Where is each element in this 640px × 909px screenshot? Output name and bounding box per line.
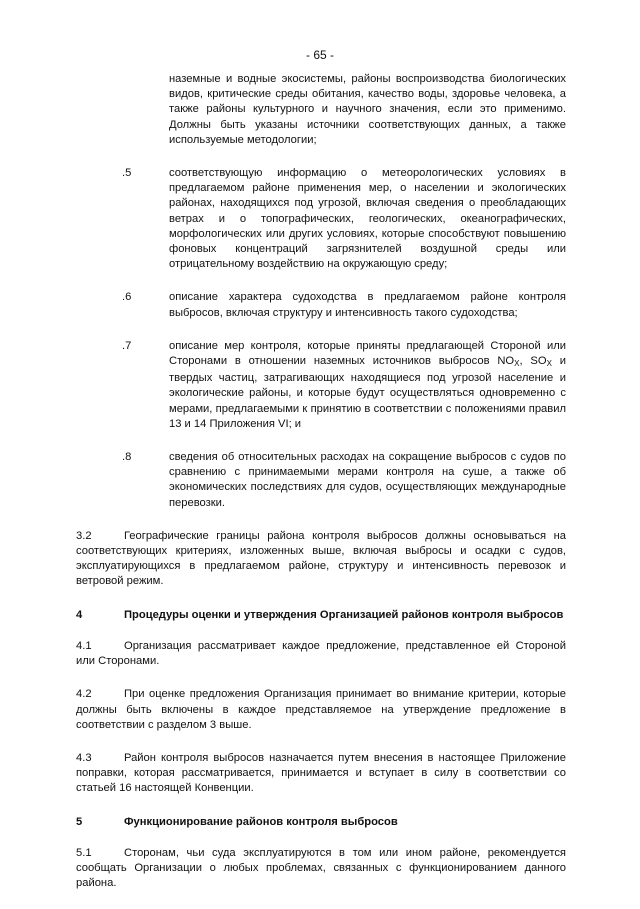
paragraph-number: 5.1	[76, 846, 92, 859]
paragraph-3-2	[76, 529, 566, 590]
list-item-number: .8	[122, 451, 132, 464]
paragraph-text: Географические границы района контроля выбросов должны основываться на соответствующих критериях, изложенных выше, включая выбросы и осадки с судов, эксплуатирующихся в предлагаемом районе, структуру и интенсивность перевозок и ветровой режим.	[76, 529, 566, 588]
list-item-number: .6	[122, 291, 132, 304]
paragraph-text: Организация рассматривает каждое предложение, представленное ей Стороной или Сторонами.	[76, 639, 566, 668]
paragraph-number: 3.2	[76, 529, 92, 542]
paragraph-4-3	[76, 751, 566, 797]
page-content	[76, 72, 566, 909]
section-heading	[76, 815, 566, 830]
list-item-text	[169, 339, 566, 432]
paragraph-number: 4.1	[76, 639, 92, 652]
paragraph-4-2	[76, 687, 566, 733]
section-title: Процедуры оценки и утверждения Организацией районов контроля выбросов	[124, 608, 564, 621]
paragraph-5-1	[76, 846, 566, 892]
section-number: 5	[76, 815, 83, 828]
paragraph-4-1	[76, 639, 566, 669]
list-item-text-part: , SO	[519, 355, 547, 368]
list-item	[76, 339, 566, 432]
list-item-text: сведения об относительных расходах на сокращение выбросов с судов по сравнению с принимаемыми мерами контроля на суше, а также об экономических последствиях для судов, осуществляющих международные перевозки.	[169, 451, 566, 509]
subscript: X	[514, 359, 520, 369]
subscript: X	[546, 359, 552, 369]
continued-item-text: наземные и водные экосистемы, районы воспроизводства биологических видов, критические среды обитания, качество воды, здоровье человека, а также районы культурного и научного значения, если это применимо. Должны быть указаны источники соответствующих данных, а также используемые методологии;	[169, 73, 566, 146]
list-item-text: описание характера судоходства в предлагаемом районе контроля выбросов, включая структуру и интенсивность такого судоходства;	[169, 291, 566, 319]
paragraph-text: Сторонам, чьи суда эксплуатируются в том или ином районе, рекомендуется сообщать Организации о любых проблемах, связанных с функционированием данного района.	[76, 846, 566, 890]
paragraph-number: 4.2	[76, 688, 92, 701]
list-item-number: .7	[122, 339, 132, 352]
list-item	[76, 450, 566, 511]
list-item	[76, 290, 566, 320]
section-number: 4	[76, 608, 83, 621]
list-item-text: соответствующую информацию о метеорологических условиях в предлагаемом районе применения мер, о населении и экологических районах, находящихся под угрозой, включая сведения о преобладающих ветрах и о топографических, геологических, океанографических, морфологических или других условиях, которые способствуют повышению фоновых концентраций загрязнителей воздушной среды или отрицательному воздействию на окружающую среду;	[169, 167, 566, 271]
list-item-number: .5	[122, 167, 132, 180]
paragraph-number: 4.3	[76, 751, 92, 764]
section-title: Функционирование районов контроля выбросов	[124, 815, 398, 828]
section-heading	[76, 608, 566, 623]
paragraph-text: При оценке предложения Организация принимает во внимание критерии, которые должны быть включены в каждое представляемое на утверждение предложение в соответствии с разделом 3 выше.	[76, 688, 566, 731]
list-item	[76, 166, 566, 272]
list-item-text-part: и твердых частиц, затрагивающих находящиеся под угрозой население и экологические районы, и которые будут осуществляться одновременно с мерами, предлагаемыми к принятию в соответствии с положениями правил 13 и 14 Приложения VI; и	[169, 355, 566, 430]
list-item-text-part: описание мер контроля, которые приняты предлагающей Стороной или Сторонами в отношении наземных источников выбросов NO	[169, 339, 566, 368]
page-number: - 65 -	[305, 48, 334, 62]
paragraph-text: Район контроля выбросов назначается путем внесения в настоящее Приложение поправки, которая рассматривается, принимается и вступает в силу в соответствии со статьей 16 настоящей Конвенции.	[76, 751, 566, 795]
